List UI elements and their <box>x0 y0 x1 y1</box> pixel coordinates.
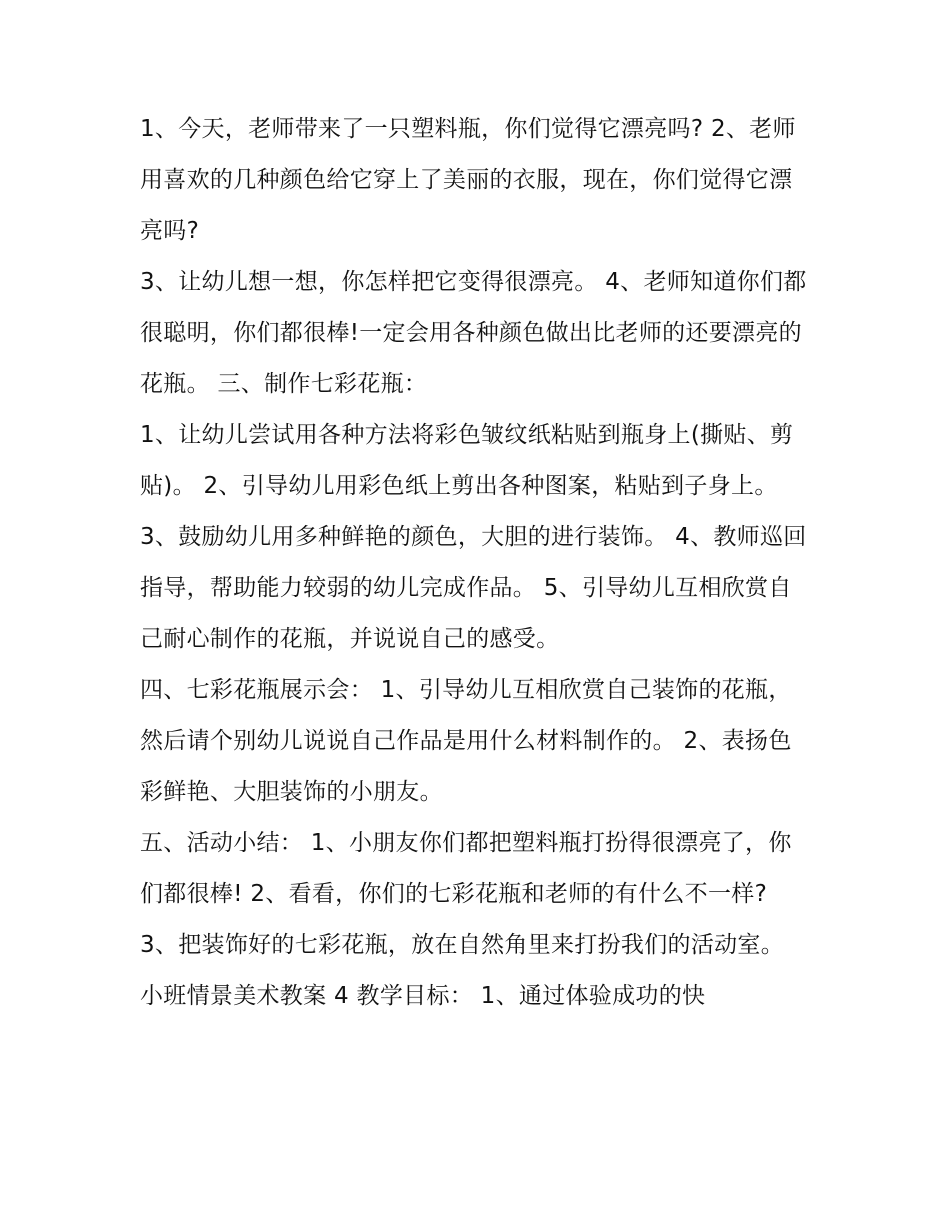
document-body <box>140 104 810 1022</box>
paragraph-3: 1、让幼儿尝试用各种方法将彩色皱纹纸粘贴到瓶身上(撕贴、剪贴)。 2、引导幼儿用彩色纸上剪出各种图案，粘贴到子身上。 <box>140 422 794 499</box>
paragraph-4: 3、鼓励幼儿用多种鲜艳的颜色，大胆的进行装饰。 4、教师巡回指导，帮助能力较弱的幼儿完成作品。 5、引导幼儿互相欣赏自己耐心制作的花瓶，并说说自己的感受。 <box>140 524 807 652</box>
paragraph-6: 五、活动小结： 1、小朋友你们都把塑料瓶打扮得很漂亮了，你们都很棒! 2、看看，你们的七彩花瓶和老师的有什么不一样? <box>140 830 792 907</box>
paragraph-2: 3、让幼儿想一想，你怎样把它变得很漂亮。 4、老师知道你们都很聪明，你们都很棒!一定会用各种颜色做出比老师的还要漂亮的花瓶。 三、制作七彩花瓶： <box>140 269 807 397</box>
paragraph-5: 四、七彩花瓶展示会： 1、引导幼儿互相欣赏自己装饰的花瓶，然后请个别幼儿说说自己作品是用什么材料制作的。 2、表扬色彩鲜艳、大胆装饰的小朋友。 <box>140 677 792 805</box>
paragraph-7: 3、把装饰好的七彩花瓶，放在自然角里来打扮我们的活动室。 小班情景美术教案 4 教学目标： 1、通过体验成功的快 <box>140 932 785 1009</box>
paragraph-1: 1、今天，老师带来了一只塑料瓶，你们觉得它漂亮吗? 2、老师用喜欢的几种颜色给它穿上了美丽的衣服，现在，你们觉得它漂亮吗? <box>140 116 796 244</box>
